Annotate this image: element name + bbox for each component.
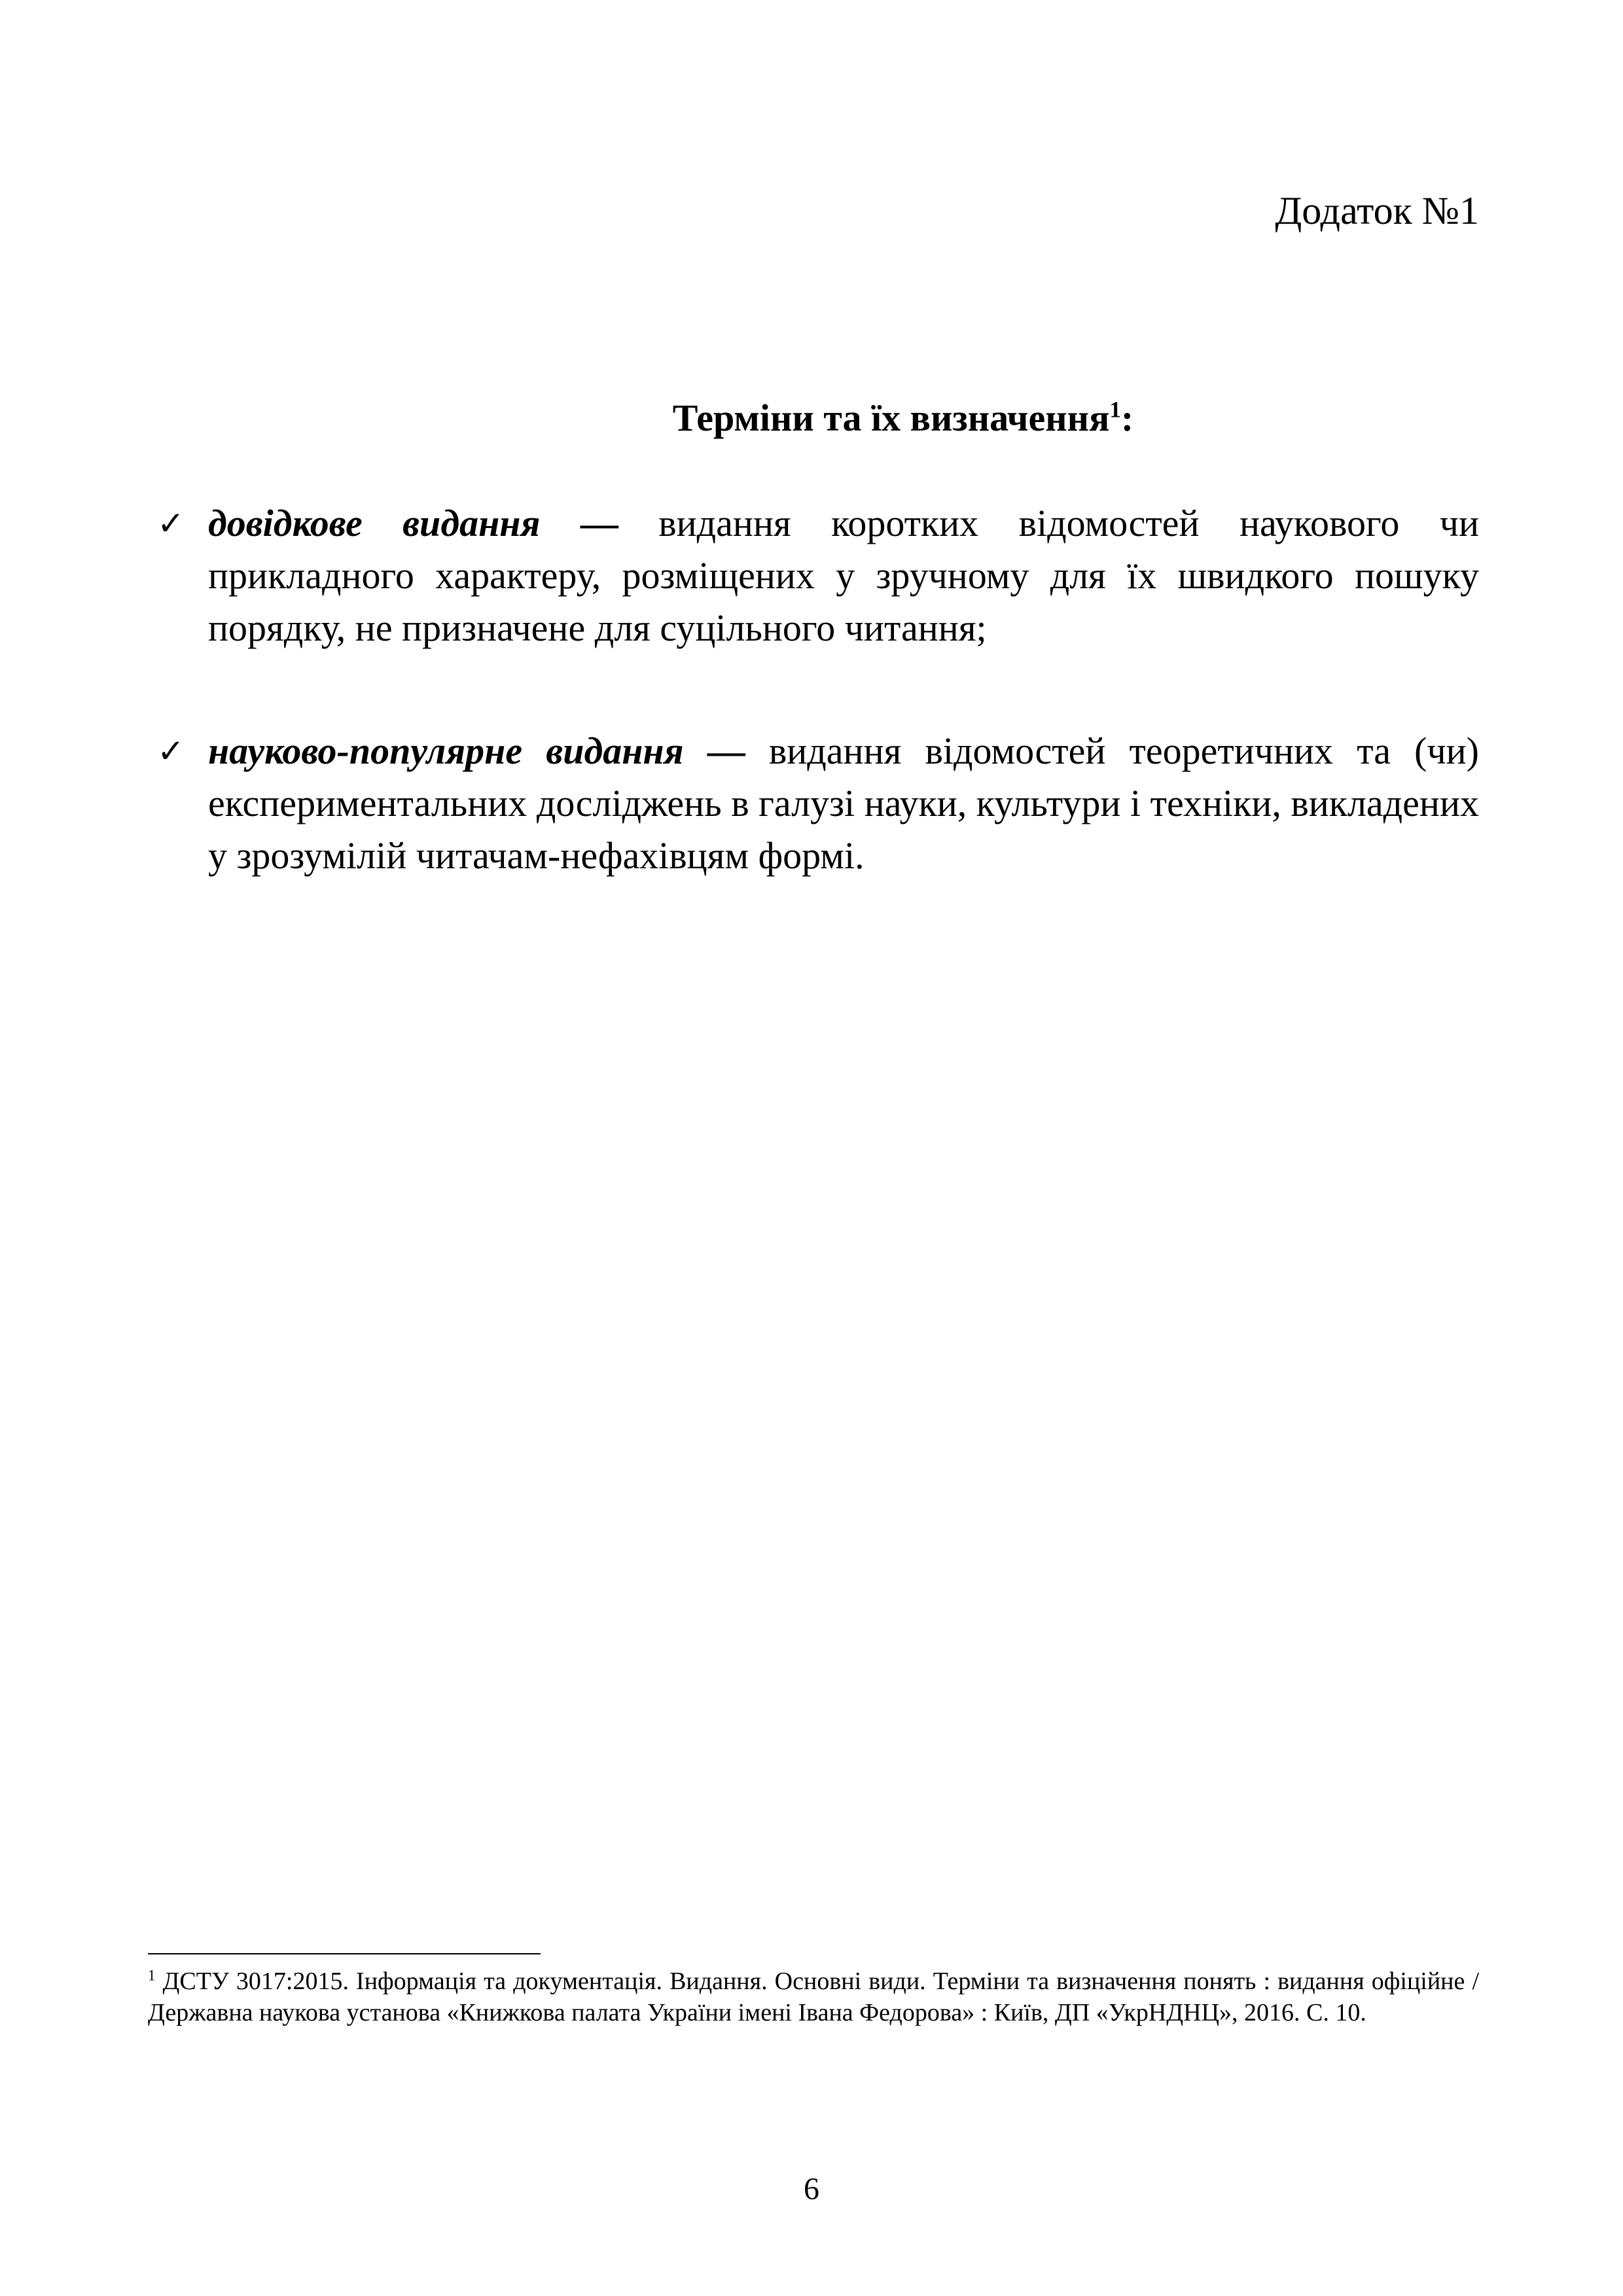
footnote-separator (148, 1953, 541, 1954)
definition-item (156, 725, 1479, 882)
section-title-text: Терміни та їх визначення (672, 397, 1110, 439)
checkmark-icon: ✓ (157, 732, 185, 770)
definition-text: видання коротких відомостей наукового чи прикладного характеру, розміщених у зручному для їх швидкого пошуку порядку, не призначене для суцільного читання; (208, 502, 1479, 649)
footnote-reference[interactable]: 1 (1109, 397, 1121, 423)
definitions-list (156, 497, 1479, 953)
section-title (0, 399, 1623, 437)
section-title-suffix: : (1120, 397, 1134, 439)
appendix-label: Додаток №1 (1275, 189, 1479, 232)
footnote-text: ДСТУ 3017:2015. Інформація та документація. Видання. Основні види. Терміни та визначення понять : видання офіційне / Державна наукова установа «Книжкова палата України імені Івана Федорова» : Київ, ДП «УкрНДНЦ», 2016. С. 10. (148, 1968, 1480, 2026)
definition-dash: — (707, 730, 745, 772)
footnote-number: 1 (148, 1967, 156, 1984)
checkmark-icon: ✓ (157, 504, 185, 542)
definition-term: науково-популярне видання (208, 730, 684, 772)
definition-text: видання відомостей теоретичних та (чи) експериментальних досліджень в галузі науки, культури і техніки, викладених у зрозумілій читачам-нефахівцям формі. (208, 730, 1479, 877)
page-number: 6 (804, 2172, 819, 2206)
definition-dash: — (580, 502, 618, 544)
definition-item (156, 497, 1479, 654)
footnote (148, 1966, 1479, 2028)
definition-term: довідкове видання (208, 502, 541, 544)
